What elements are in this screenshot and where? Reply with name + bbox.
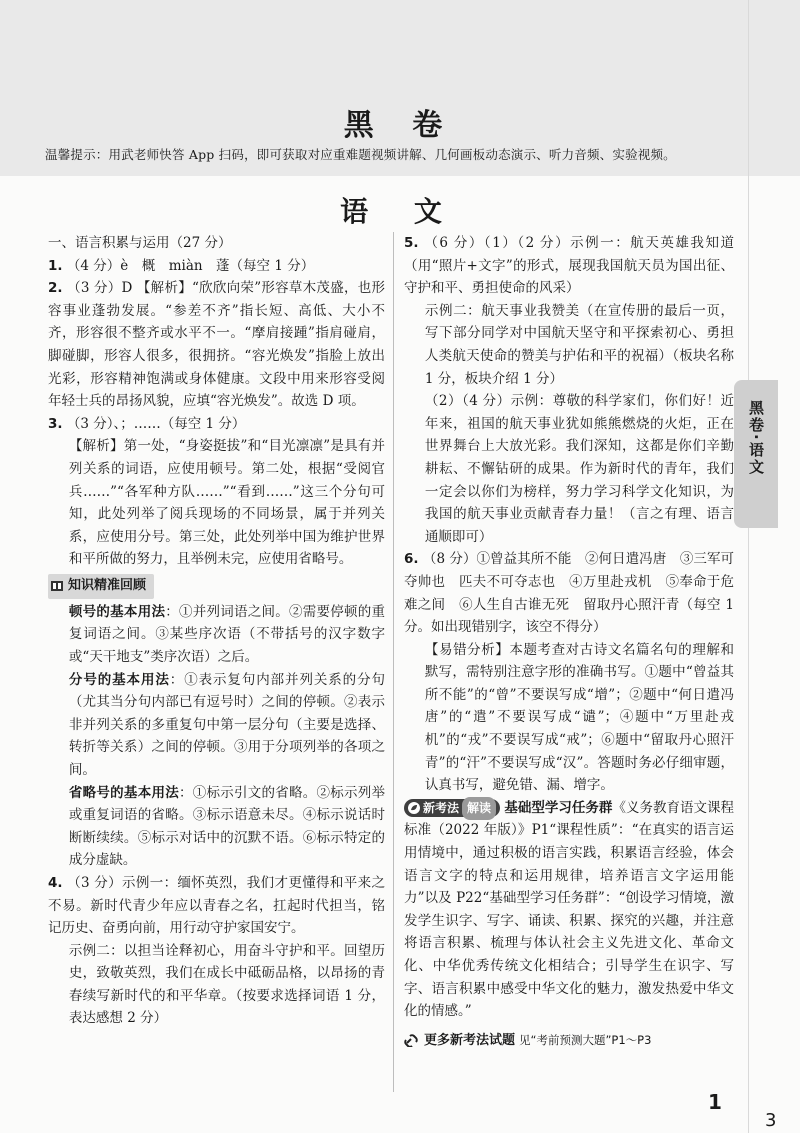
question-number: 3.: [48, 415, 63, 432]
question-2: [48, 277, 385, 413]
book-icon: [50, 579, 64, 593]
page-number-inner: 1: [708, 1090, 722, 1114]
page-number-outer: 3: [765, 1110, 777, 1131]
answer-text-3: （2）（4 分）示例：尊敬的科学家们，你们好！近年来，祖国的航天事业犹如熊熊燃烧的火炬，正在世界舞台上大放光彩。我们深知，这都是你们辛勤耕耘、不懈钻研的成果。作为新时代的青年，我们一定会以你们为榜样，努力学习科学文化知识，为我国的航天事业贡献青春力量！（言之有理、语言通顺即可）: [424, 393, 734, 545]
left-column: [48, 232, 385, 1030]
knowledge-text: ：①标示引文的省略。②标示列举或重复词语的省略。③标示语意未尽。④标示说话时断断续续。⑤标示对话中的沉默不语。⑥标示特定的成分虚缺。: [68, 784, 386, 869]
knowledge-fen: [48, 669, 385, 782]
answer-text: （6 分）（1）（2 分）示例一：航天英雄我知道（用“照片+文字”的形式，展现我国航天员为国出征、守护和平、勇担使命的风采）: [404, 235, 734, 297]
page-edge: [748, 0, 749, 1133]
answer-text: （3 分）D 【解析】“欣欣向荣”形容草木茂盛，也形容事业蓬勃发展。“参差不齐”指长短、高低、大小不齐，形容很不整齐或水平不一。“摩肩接踵”指肩碰肩，脚碰脚，形容人很多，很拥挤。“容光焕发”指脸上放出光彩，形容精神饱满或身体健康。文段中用来形容受阅年轻士兵的昂扬风貌，应填“容光焕发”。故选 D 项。: [48, 280, 385, 410]
more-title: 更多新考法试题: [423, 1032, 515, 1048]
answer-text: （8 分）①曾益其所不能 ②何日遣冯唐 ③三军可夺帅也 匹夫不可夺志也 ④万里赴戎机 ⑤奉命于危难之间 ⑥人生自古谁无死 留取丹心照汗青（每空 1 分。如出现错别字，该空不得分）: [404, 551, 734, 636]
new-law-heading: 基础型学习任务群: [504, 799, 613, 816]
answer-text-2: 示例二：以担当诠释初心，用奋斗守护和平。回望历史，致敬英烈，我们在成长中砥砺品格，以昂扬的青春续写新时代的和平华章。（按要求选择词语 1 分，表达感想 2 分）: [68, 942, 385, 1027]
more-questions: [404, 1029, 734, 1053]
answer-text: （3 分）、；……（每空 1 分）: [66, 415, 246, 432]
question-6: [404, 548, 734, 638]
new-law-section: [404, 797, 734, 1023]
subject-title: 语 文: [340, 195, 460, 228]
question-number: 6.: [404, 551, 419, 568]
answer-text-2: 示例二：航天事业我赞美（在宣传册的最后一页，写下部分同学对中国航天坚守和平探索初心、勇担人类航天使命的赞美与护佑和平的祝福）（板块名称 1 分，板块介绍 1 分）: [424, 302, 734, 387]
more-see: 见“考前预测大题”P1～P3: [518, 1032, 652, 1047]
knowledge-dun: [48, 601, 385, 669]
analysis-text: 【解析】第一处，“身姿挺拔”和“目光凛凛”是具有并列关系的词语，应使用顿号。第二处，根据“受阅官兵……”“各军种方队……”“看到……”这三个分句可知，此处列举了阅兵现场的不同场景，属于并列关系，应使用分号。第三处，此处列举中国为维护世界和平所做的努力，且举例未完，应使用省略号。: [68, 438, 385, 568]
question-number: 2.: [48, 280, 63, 297]
leaf-icon: [407, 801, 421, 815]
question-number: 5.: [404, 235, 419, 251]
section-heading: 一、语言积累与运用（27 分）: [48, 235, 232, 251]
question-5: [404, 232, 734, 300]
right-column: [404, 232, 734, 1052]
knowledge-label: 分号的基本用法: [68, 671, 170, 688]
question-4: [48, 872, 385, 940]
new-law-badge: [404, 799, 500, 817]
answer-text: （4 分）è 概 miàn 蓬（每空 1 分）: [66, 257, 315, 274]
link-icon: [404, 1033, 420, 1047]
knowledge-label: 顿号的基本用法: [68, 603, 166, 620]
knowledge-sheng: [48, 782, 385, 872]
knowledge-text: ：①并列词语之间。②需要停顿的重复词语之间。③某些序次语（不带括号的汉字数字或“天干地支”类序次语）之后。: [68, 603, 386, 665]
side-tab-label: 黑卷·语文: [747, 400, 765, 476]
question-3: [48, 413, 385, 436]
answer-text: （3 分）示例一：缅怀英烈，我们才更懂得和平来之不易。新时代青少年应以青春之名，扛起时代担当，铭记历史、奋勇向前，用行动守护家国安宁。: [48, 874, 385, 937]
knowledge-review-box: [48, 574, 154, 599]
error-analysis: 【易错分析】本题考查对古诗文名篇名句的理解和默写，需特别注意字形的准确书写。①题中“曾益其所不能”的“曾”不要误写成“增”；②题中“何日遣冯唐”的“遣”不要误写成“谴”；④题中“万里赴戎机”的“戎”不要误写成“戒”；⑥题中“留取丹心照汗青”的“汗”不要误写成“汉”。答题时务必仔细审题，认真书写，避免错、漏、增字。: [424, 641, 734, 794]
page-title: 黑 卷: [343, 108, 457, 143]
question-number: 1.: [48, 257, 63, 274]
side-tab: [734, 380, 778, 528]
question-1: [48, 255, 385, 278]
knowledge-title: 知识精准回顾: [68, 577, 147, 593]
badge-label: 新考法: [423, 801, 460, 816]
knowledge-label: 省略号的基本用法: [68, 784, 179, 801]
column-divider: [393, 232, 394, 1092]
new-law-text: 《义务教育语文课程标准（2022 年版）》P1“课程性质”：“在真实的语言运用情境中，通过积极的语言实践，积累语言经验，体会语言文字的特点和运用规律，培养语言文字运用能力”以及 P22“基础型学习任务群”：“创设学习情境，激发学生识字、写字、诵读、积累、探究的兴趣，并注意将语言积累、梳理与体认社会主义先进文化、革命文化、中华优秀传统文化相结合；引导学生在识字、写字、语言积累中感受中华文化的魅力，激发热爱中华文化的情感。”: [404, 799, 735, 1020]
question-number: 4.: [48, 874, 63, 891]
knowledge-text: ：①表示复句内部并列关系的分句（尤其当分句内部已有逗号时）之间的停顿。②表示非并列关系的多重复句中第一层分句（主要是选择、转折等关系）之间的停顿。③用于分项列举的各项之间。: [68, 671, 385, 778]
tip-text: 温馨提示：用武老师快答 App 扫码，即可获取对应重难题视频讲解、几何画板动态演示、听力音频、实验视频。: [45, 147, 676, 162]
badge-label-2: 解读: [462, 797, 496, 820]
